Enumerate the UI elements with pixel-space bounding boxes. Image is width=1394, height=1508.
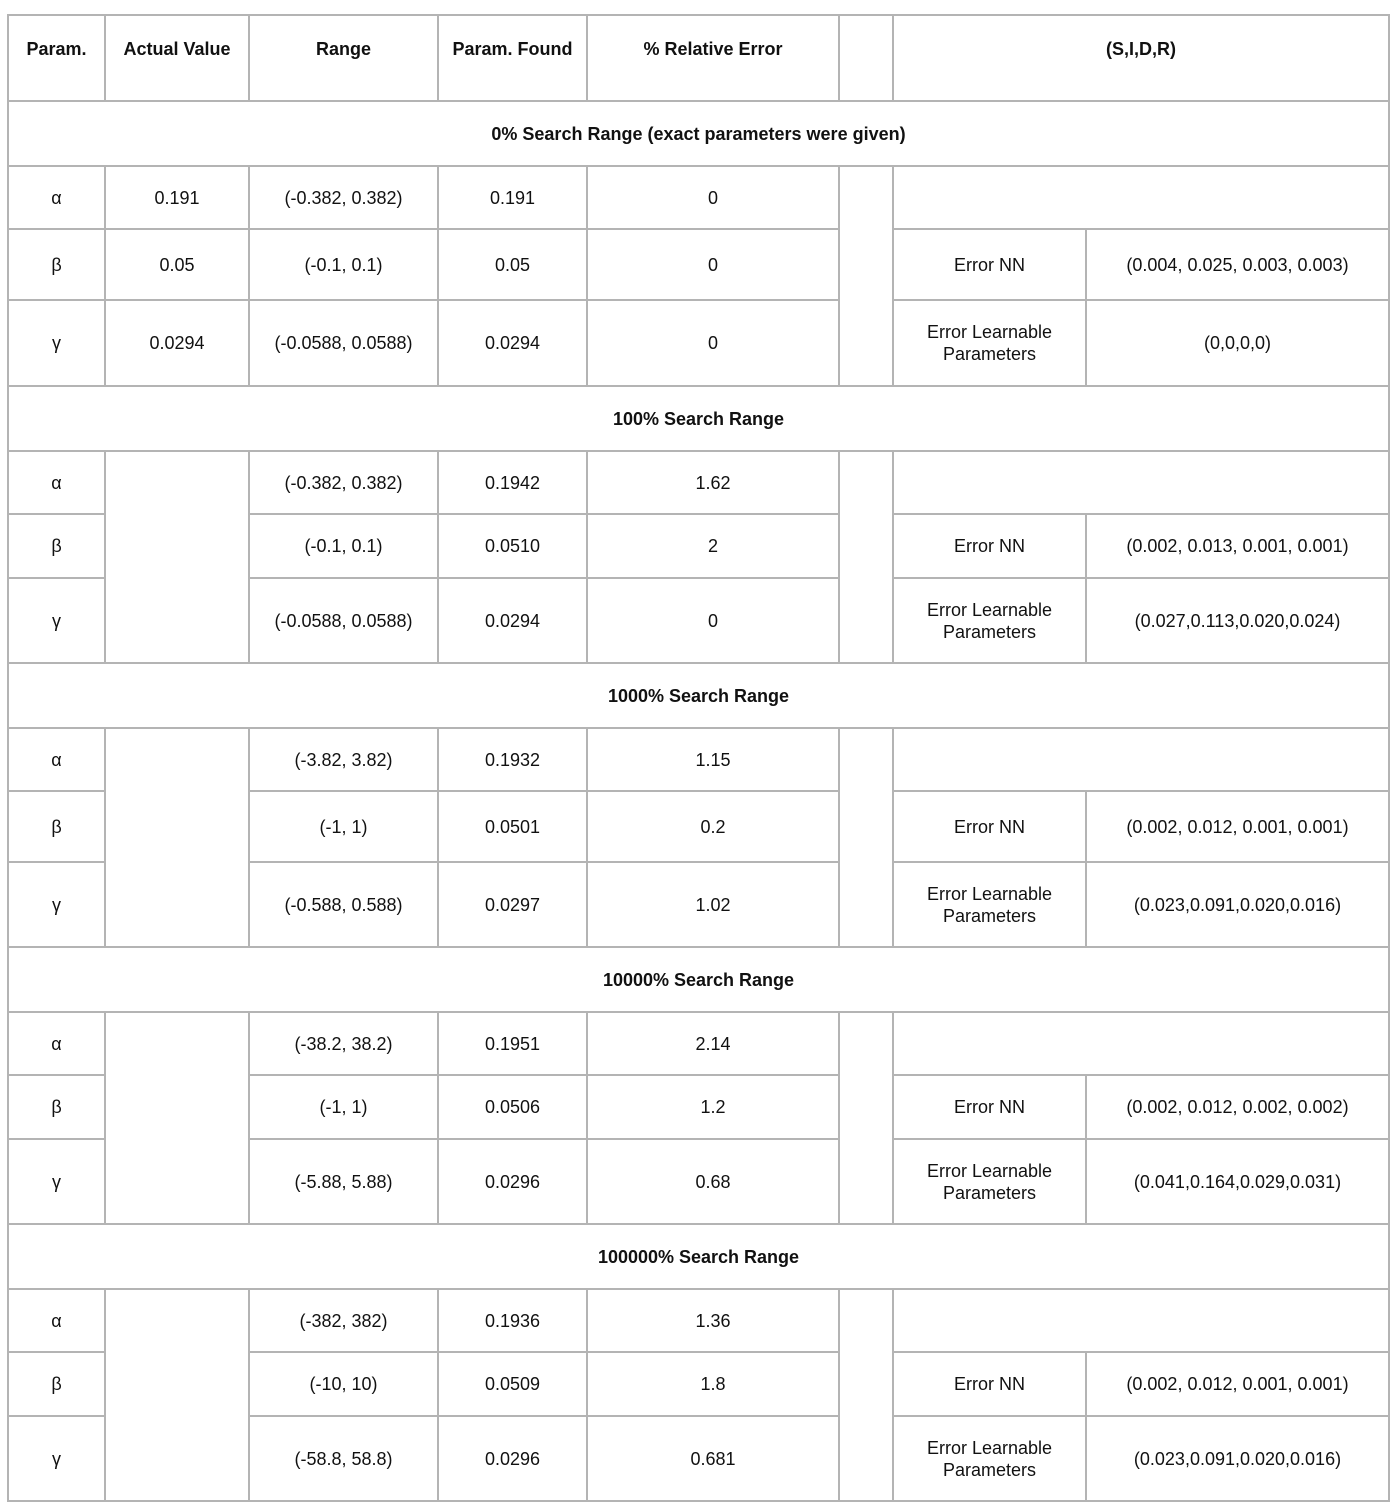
- relative-error-cell: 0.681: [587, 1416, 839, 1501]
- range-cell: (-1, 1): [249, 1075, 438, 1139]
- range-cell: (-0.588, 0.588): [249, 862, 438, 947]
- param-found-cell: 0.1936: [438, 1289, 587, 1352]
- range-cell: (-0.1, 0.1): [249, 229, 438, 300]
- param-cell: γ: [8, 1139, 105, 1224]
- actual-value-cell: 0.0294: [105, 300, 249, 386]
- table-row: [8, 728, 1389, 791]
- results-table: [7, 14, 1390, 1502]
- table-row: [8, 1289, 1389, 1352]
- section-title-100: 100% Search Range: [8, 386, 1389, 451]
- error-learnable-label: Error Learnable Parameters: [893, 578, 1086, 663]
- range-cell: (-58.8, 58.8): [249, 1416, 438, 1501]
- param-found-cell: 0.1951: [438, 1012, 587, 1075]
- empty-sidr-cell: [893, 1289, 1389, 1352]
- actual-value-empty: [105, 728, 249, 947]
- error-nn-label: Error NN: [893, 1352, 1086, 1416]
- spacer-cell: [839, 728, 893, 947]
- range-cell: (-10, 10): [249, 1352, 438, 1416]
- param-cell: α: [8, 166, 105, 229]
- param-found-cell: 0.0510: [438, 514, 587, 578]
- range-cell: (-0.1, 0.1): [249, 514, 438, 578]
- error-learnable-value: (0.027,0.113,0.020,0.024): [1086, 578, 1389, 663]
- error-learnable-value: (0.041,0.164,0.029,0.031): [1086, 1139, 1389, 1224]
- spacer-cell: [839, 1012, 893, 1224]
- relative-error-cell: 0.68: [587, 1139, 839, 1224]
- relative-error-cell: 1.02: [587, 862, 839, 947]
- range-cell: (-0.382, 0.382): [249, 166, 438, 229]
- error-learnable-label: Error Learnable Parameters: [893, 862, 1086, 947]
- error-nn-label: Error NN: [893, 1075, 1086, 1139]
- param-found-cell: 0.0294: [438, 300, 587, 386]
- param-cell: α: [8, 451, 105, 514]
- range-cell: (-0.0588, 0.0588): [249, 300, 438, 386]
- param-cell: β: [8, 229, 105, 300]
- error-nn-value: (0.004, 0.025, 0.003, 0.003): [1086, 229, 1389, 300]
- header-range: Range: [249, 15, 438, 101]
- relative-error-cell: 1.15: [587, 728, 839, 791]
- param-found-cell: 0.0501: [438, 791, 587, 862]
- param-cell: γ: [8, 578, 105, 663]
- error-nn-label: Error NN: [893, 229, 1086, 300]
- header-relative-error: % Relative Error: [587, 15, 839, 101]
- relative-error-cell: 1.36: [587, 1289, 839, 1352]
- error-nn-value: (0.002, 0.013, 0.001, 0.001): [1086, 514, 1389, 578]
- param-cell: β: [8, 1352, 105, 1416]
- header-sidr: (S,I,D,R): [893, 15, 1389, 101]
- relative-error-cell: 0: [587, 229, 839, 300]
- table-row: [8, 229, 1389, 300]
- range-cell: (-382, 382): [249, 1289, 438, 1352]
- error-learnable-value: (0.023,0.091,0.020,0.016): [1086, 1416, 1389, 1501]
- header-row: [8, 15, 1389, 101]
- relative-error-cell: 0.2: [587, 791, 839, 862]
- relative-error-cell: 1.62: [587, 451, 839, 514]
- param-found-cell: 0.0296: [438, 1416, 587, 1501]
- param-cell: γ: [8, 862, 105, 947]
- range-cell: (-1, 1): [249, 791, 438, 862]
- actual-value-cell: 0.05: [105, 229, 249, 300]
- section-row: [8, 101, 1389, 166]
- spacer-cell: [839, 1289, 893, 1501]
- param-found-cell: 0.1942: [438, 451, 587, 514]
- header-param: Param.: [8, 15, 105, 101]
- relative-error-cell: 2.14: [587, 1012, 839, 1075]
- section-row: [8, 663, 1389, 728]
- param-cell: β: [8, 1075, 105, 1139]
- actual-value-empty: [105, 1289, 249, 1501]
- actual-value-empty: [105, 451, 249, 663]
- param-cell: α: [8, 1289, 105, 1352]
- error-nn-label: Error NN: [893, 791, 1086, 862]
- section-title-0: 0% Search Range (exact parameters were given): [8, 101, 1389, 166]
- error-nn-label: Error NN: [893, 514, 1086, 578]
- param-found-cell: 0.0294: [438, 578, 587, 663]
- param-found-cell: 0.1932: [438, 728, 587, 791]
- error-learnable-value: (0.023,0.091,0.020,0.016): [1086, 862, 1389, 947]
- empty-sidr-cell: [893, 728, 1389, 791]
- relative-error-cell: 1.2: [587, 1075, 839, 1139]
- header-spacer: [839, 15, 893, 101]
- param-cell: γ: [8, 1416, 105, 1501]
- relative-error-cell: 0: [587, 166, 839, 229]
- section-row: [8, 386, 1389, 451]
- relative-error-cell: 0: [587, 300, 839, 386]
- error-nn-value: (0.002, 0.012, 0.001, 0.001): [1086, 791, 1389, 862]
- section-title-100000: 100000% Search Range: [8, 1224, 1389, 1289]
- param-found-cell: 0.191: [438, 166, 587, 229]
- param-cell: α: [8, 1012, 105, 1075]
- param-cell: β: [8, 791, 105, 862]
- param-found-cell: 0.0296: [438, 1139, 587, 1224]
- error-learnable-value: (0,0,0,0): [1086, 300, 1389, 386]
- table-row: [8, 166, 1389, 229]
- spacer-cell: [839, 166, 893, 386]
- relative-error-cell: 1.8: [587, 1352, 839, 1416]
- range-cell: (-38.2, 38.2): [249, 1012, 438, 1075]
- range-cell: (-5.88, 5.88): [249, 1139, 438, 1224]
- range-cell: (-0.0588, 0.0588): [249, 578, 438, 663]
- empty-sidr-cell: [893, 166, 1389, 229]
- param-found-cell: 0.0509: [438, 1352, 587, 1416]
- empty-sidr-cell: [893, 451, 1389, 514]
- param-cell: β: [8, 514, 105, 578]
- param-cell: γ: [8, 300, 105, 386]
- error-learnable-label: Error Learnable Parameters: [893, 1416, 1086, 1501]
- section-title-10000: 10000% Search Range: [8, 947, 1389, 1012]
- relative-error-cell: 0: [587, 578, 839, 663]
- header-param-found: Param. Found: [438, 15, 587, 101]
- table-row: [8, 451, 1389, 514]
- error-learnable-label: Error Learnable Parameters: [893, 300, 1086, 386]
- param-found-cell: 0.0297: [438, 862, 587, 947]
- table-row: [8, 1012, 1389, 1075]
- section-title-1000: 1000% Search Range: [8, 663, 1389, 728]
- param-found-cell: 0.0506: [438, 1075, 587, 1139]
- range-cell: (-3.82, 3.82): [249, 728, 438, 791]
- section-row: [8, 1224, 1389, 1289]
- error-nn-value: (0.002, 0.012, 0.002, 0.002): [1086, 1075, 1389, 1139]
- error-learnable-label: Error Learnable Parameters: [893, 1139, 1086, 1224]
- empty-sidr-cell: [893, 1012, 1389, 1075]
- header-actual-value: Actual Value: [105, 15, 249, 101]
- table-row: [8, 300, 1389, 386]
- actual-value-empty: [105, 1012, 249, 1224]
- range-cell: (-0.382, 0.382): [249, 451, 438, 514]
- param-found-cell: 0.05: [438, 229, 587, 300]
- relative-error-cell: 2: [587, 514, 839, 578]
- actual-value-cell: 0.191: [105, 166, 249, 229]
- section-row: [8, 947, 1389, 1012]
- error-nn-value: (0.002, 0.012, 0.001, 0.001): [1086, 1352, 1389, 1416]
- param-cell: α: [8, 728, 105, 791]
- spacer-cell: [839, 451, 893, 663]
